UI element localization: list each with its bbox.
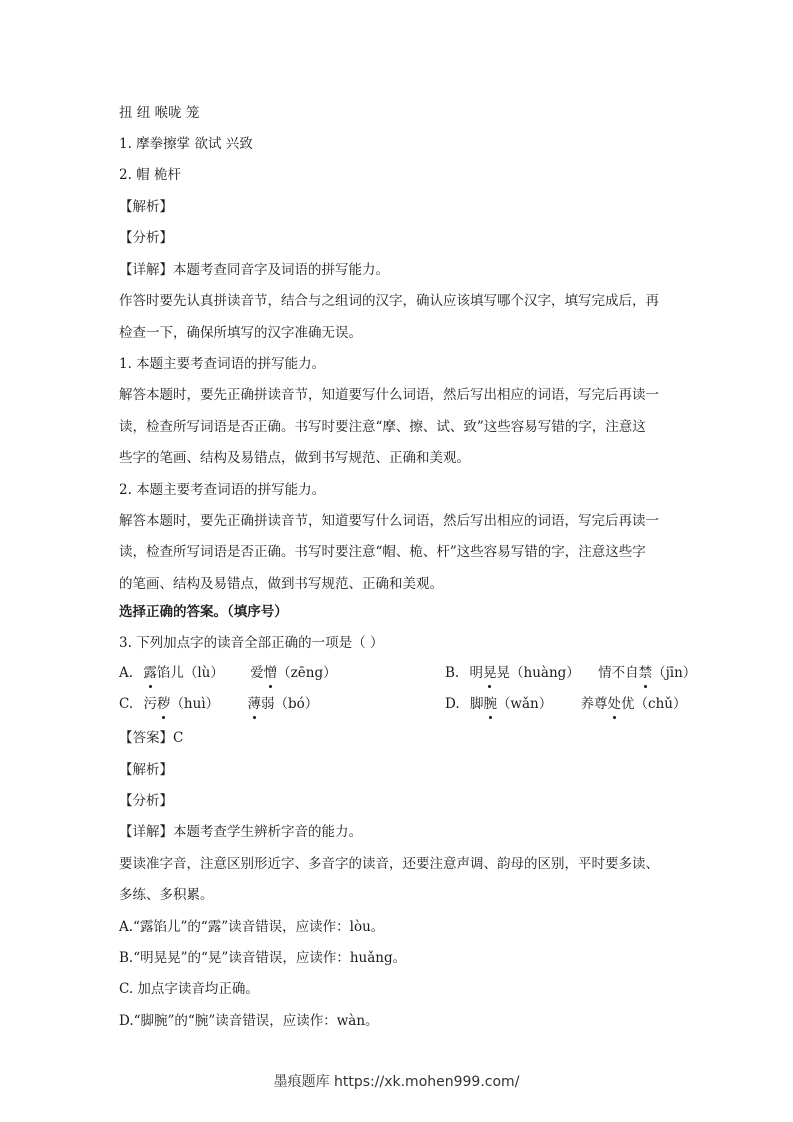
option-a: A. 露馅儿（lù） 爱憎（zēng） <box>119 665 337 681</box>
fenxi-heading-2: 【分析】 <box>119 793 173 809</box>
dotted-char: 憎 <box>263 665 278 681</box>
detail-heading: 【详解】本题考查同音字及词语的拼写能力。 <box>119 262 389 278</box>
paragraph-line: 读，检查所写词语是否正确。书写时要注意“帽、桅、杆”这些容易写错的字，注意这些字 <box>119 544 646 560</box>
explanation-d: D.“脚腕”的“腕”读音错误，应读作：wàn。 <box>119 1013 379 1029</box>
question-3: 3. 下列加点字的读音全部正确的一项是（ ） <box>119 635 384 651</box>
analysis-heading: 【解析】 <box>119 199 173 215</box>
footer-watermark: 墨痕题库 https://xk.mohen999.com/ <box>273 1074 520 1090</box>
paragraph-line: 些字的笔画、结构及易错点，做到书写规范、正确和美观。 <box>119 450 470 466</box>
paragraph-line: 作答时要先认真拼读音节，结合与之组词的汉字，确认应该填写哪个汉字，填写完成后，再 <box>119 293 659 309</box>
dotted-char: 秽 <box>156 696 171 712</box>
answer-heading: 【答案】C <box>119 730 184 746</box>
answer-line-1: 扭 纽 喉咙 笼 <box>119 105 200 121</box>
paragraph-line: 1. 本题主要考查词语的拼写能力。 <box>119 356 326 372</box>
dotted-char: 禁 <box>638 665 653 681</box>
fenxi-heading: 【分析】 <box>119 230 173 246</box>
paragraph-line: 检查一下，确保所填写的汉字准确无误。 <box>119 325 362 341</box>
explanation-b: B.“明晃晃”的“晃”读音错误，应读作：huǎng。 <box>119 950 407 966</box>
dotted-char: 薄 <box>247 696 261 712</box>
paragraph-line: 多练、多积累。 <box>119 887 214 903</box>
answer-line-3: 2. 帽 桅杆 <box>119 167 181 183</box>
dotted-char: 腕 <box>483 696 497 712</box>
paragraph-line: 的笔画、结构及易错点，做到书写规范、正确和美观。 <box>119 576 443 592</box>
answer-line-2: 1. 摩拳擦掌 欲试 兴致 <box>119 136 253 152</box>
option-b: B. 明晃晃（huàng） 情不自禁（jīn） <box>445 665 697 681</box>
paragraph-line: 2. 本题主要考查词语的拼写能力。 <box>119 482 326 498</box>
explanation-a: A.“露馅儿”的“露”读音错误，应读作：lòu。 <box>119 919 385 935</box>
option-c: C. 污秽（huì） 薄弱（bó） <box>119 696 319 712</box>
paragraph-line: 要读准字音，注意区别形近字、多音字的读音，还要注意声调、韵母的区别，平时要多读、 <box>119 856 659 872</box>
section-heading: 选择正确的答案。（填序号） <box>119 604 288 620</box>
dotted-char: 处 <box>607 696 622 712</box>
dotted-char: 晃 <box>483 665 497 681</box>
explanation-c: C. 加点字读音均正确。 <box>119 981 259 997</box>
detail-heading-2: 【详解】本题考查学生辨析字音的能力。 <box>119 824 362 840</box>
option-d: D. 脚腕（wǎn） 养尊处优（chǔ） <box>445 696 687 712</box>
analysis-heading-2: 【解析】 <box>119 762 173 778</box>
paragraph-line: 读，检查所写词语是否正确。书写时要注意“摩、擦、试、致”这些容易写错的字，注意这 <box>119 419 646 435</box>
dotted-char: 露 <box>143 665 157 681</box>
paragraph-line: 解答本题时，要先正确拼读音节，知道要写什么词语，然后写出相应的词语，写完后再读一 <box>119 387 659 403</box>
paragraph-line: 解答本题时，要先正确拼读音节，知道要写什么词语，然后写出相应的词语，写完后再读一 <box>119 513 659 529</box>
